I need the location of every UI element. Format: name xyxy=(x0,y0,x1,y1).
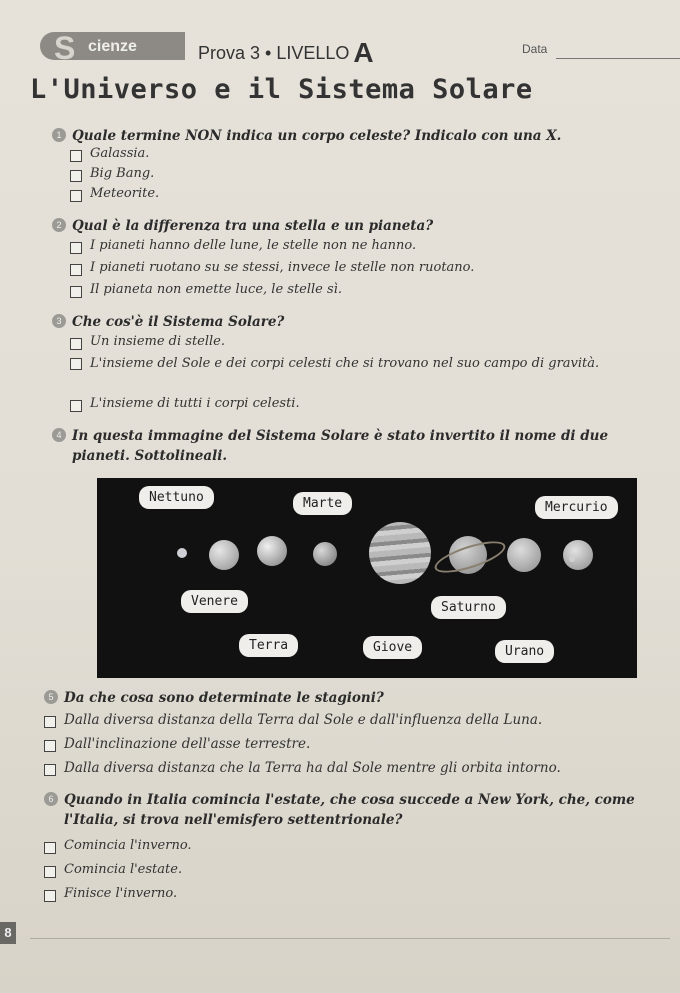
question-text: Da che cosa sono determinate le stagioni? xyxy=(64,690,384,706)
page-number: 8 xyxy=(0,922,16,944)
option-label: Finisce l'inverno. xyxy=(64,886,178,901)
answer-option[interactable] xyxy=(70,168,650,186)
checkbox[interactable] xyxy=(44,842,56,854)
page-header xyxy=(30,28,680,68)
question-number: 1 xyxy=(52,128,66,142)
checkbox[interactable] xyxy=(70,400,82,412)
answer-option[interactable] xyxy=(44,714,674,732)
planet-uranus-shape xyxy=(507,538,541,572)
planet-neptune-shape xyxy=(563,540,593,570)
option-label: Meteorite. xyxy=(90,186,160,201)
checkbox[interactable] xyxy=(44,716,56,728)
question-number: 2 xyxy=(52,218,66,232)
small-planet-dot xyxy=(569,556,575,562)
label-terra: Terra xyxy=(239,634,298,657)
question-text: Qual è la differenza tra una stella e un pianeta? xyxy=(72,218,434,234)
checkbox[interactable] xyxy=(70,264,82,276)
answer-option[interactable] xyxy=(70,240,650,258)
answer-option[interactable] xyxy=(44,864,644,882)
answer-option[interactable] xyxy=(70,284,650,302)
logo-word: cienze xyxy=(88,38,137,55)
logo-letter: S xyxy=(54,30,76,66)
question-text: Quando in Italia comincia l'estate, che cosa succede a New York, che, come l'Italia, si trova nell'emisfero settentrionale? xyxy=(64,792,635,828)
planet-venus-shape xyxy=(209,540,239,570)
label-venere: Venere xyxy=(181,590,248,613)
sun-dot xyxy=(177,548,187,558)
checkbox[interactable] xyxy=(70,150,82,162)
option-label: Dalla diversa distanza che la Terra ha dal Sole mentre gli orbita intorno. xyxy=(64,760,561,776)
option-label: Dalla diversa distanza della Terra dal Sole e dall'influenza della Luna. xyxy=(64,712,543,728)
planet-mars-shape xyxy=(313,542,337,566)
answer-option[interactable] xyxy=(44,888,644,906)
answer-option[interactable] xyxy=(70,188,650,206)
option-label: L'insieme del Sole e dei corpi celesti che si trovano nel suo campo di gravità. xyxy=(90,356,600,371)
option-label: Comincia l'inverno. xyxy=(64,838,192,853)
option-label: Il pianeta non emette luce, le stelle sì. xyxy=(90,282,342,297)
answer-option[interactable] xyxy=(44,738,674,756)
question-2 xyxy=(52,218,672,238)
planet-jupiter-shape xyxy=(369,522,431,584)
label-giove: Giove xyxy=(363,636,422,659)
checkbox[interactable] xyxy=(70,286,82,298)
option-label: Comincia l'estate. xyxy=(64,862,183,877)
test-label xyxy=(198,34,374,66)
label-mercurio: Mercurio xyxy=(535,496,618,519)
question-number: 3 xyxy=(52,314,66,328)
question-number: 5 xyxy=(44,690,58,704)
checkbox[interactable] xyxy=(70,358,82,370)
checkbox[interactable] xyxy=(70,190,82,202)
option-label: Galassia. xyxy=(90,146,150,161)
question-text: Che cos'è il Sistema Solare? xyxy=(72,314,285,330)
question-5 xyxy=(44,690,664,710)
checkbox[interactable] xyxy=(44,764,56,776)
answer-option[interactable] xyxy=(70,148,650,166)
checkbox[interactable] xyxy=(70,338,82,350)
option-label: Dall'inclinazione dell'asse terrestre. xyxy=(64,736,311,752)
question-3 xyxy=(52,314,672,334)
checkbox[interactable] xyxy=(44,740,56,752)
option-label: I pianeti hanno delle lune, le stelle non ne hanno. xyxy=(90,238,417,253)
question-number: 6 xyxy=(44,792,58,806)
option-label: I pianeti ruotano su se stessi, invece le stelle non ruotano. xyxy=(90,260,475,275)
checkbox[interactable] xyxy=(70,170,82,182)
planet-earth-shape xyxy=(257,536,287,566)
question-number: 4 xyxy=(52,428,66,442)
test-title: Prova 3 • LIVELLO xyxy=(198,43,350,63)
option-label: Un insieme di stelle. xyxy=(90,334,226,349)
answer-option[interactable] xyxy=(70,262,650,280)
date-field[interactable] xyxy=(556,58,680,59)
option-label: L'insieme di tutti i corpi celesti. xyxy=(90,396,300,411)
question-text: Quale termine NON indica un corpo celeste? Indicalo con una X. xyxy=(72,128,562,144)
question-6 xyxy=(44,792,664,832)
subject-logo xyxy=(40,30,185,66)
footer-divider xyxy=(30,938,670,939)
question-text: In questa immagine del Sistema Solare è stato invertito il nome di due pianeti. Sottolineali. xyxy=(72,428,609,464)
checkbox[interactable] xyxy=(44,866,56,878)
answer-option[interactable] xyxy=(44,762,674,780)
answer-option[interactable] xyxy=(70,356,630,396)
checkbox[interactable] xyxy=(44,890,56,902)
date-label: Data xyxy=(522,42,548,56)
page-title: L'Universo e il Sistema Solare xyxy=(30,74,533,105)
solar-system-image xyxy=(97,478,637,678)
question-1 xyxy=(52,128,672,148)
checkbox[interactable] xyxy=(70,242,82,254)
label-urano: Urano xyxy=(495,640,554,663)
label-nettuno: Nettuno xyxy=(139,486,214,509)
label-marte: Marte xyxy=(293,492,352,515)
label-saturno: Saturno xyxy=(431,596,506,619)
question-4 xyxy=(52,428,652,468)
answer-option[interactable] xyxy=(70,336,650,354)
level-letter: A xyxy=(353,37,374,68)
answer-option[interactable] xyxy=(70,398,650,416)
answer-option[interactable] xyxy=(44,840,644,858)
option-label: Big Bang. xyxy=(90,166,155,181)
